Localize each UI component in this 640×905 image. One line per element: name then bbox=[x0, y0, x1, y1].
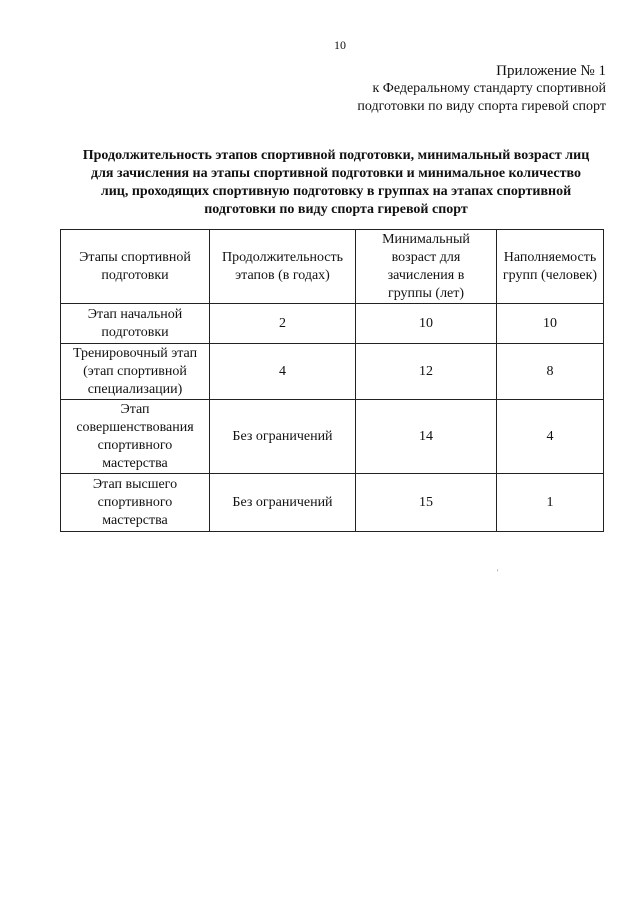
header-duration bbox=[210, 230, 356, 304]
stage-text: подготовки bbox=[101, 324, 169, 340]
header-text: Минимальный bbox=[382, 231, 470, 247]
stage-text: спортивного bbox=[97, 494, 173, 510]
table-header-row bbox=[61, 230, 604, 304]
title-line: лиц, проходящих спортивную подготовку в группах на этапах спортивной bbox=[100, 184, 572, 199]
table-row bbox=[61, 400, 604, 474]
group-size-cell: 4 bbox=[497, 400, 604, 474]
appendix-line: к Федеральному стандарту спортивной bbox=[372, 81, 606, 96]
stage-text: Этап bbox=[120, 401, 150, 417]
header-text: Наполняемость bbox=[503, 249, 597, 265]
stage-text: Этап начальной bbox=[87, 306, 183, 322]
stages-table bbox=[60, 229, 604, 532]
stage-text: спортивного bbox=[97, 437, 173, 453]
min-age-cell: 14 bbox=[356, 400, 497, 474]
min-age-cell: 10 bbox=[356, 304, 497, 344]
header-text: групп (человек) bbox=[502, 267, 598, 283]
appendix-reference bbox=[357, 62, 606, 116]
header-text: подготовки bbox=[101, 267, 169, 283]
header-stages bbox=[61, 230, 210, 304]
stage-text: совершенствования bbox=[76, 419, 194, 435]
stray-mark: ' bbox=[497, 568, 499, 577]
header-text: возраст для bbox=[391, 249, 461, 265]
stage-text: специализации) bbox=[87, 381, 183, 397]
stage-cell bbox=[61, 304, 210, 344]
header-group-size bbox=[497, 230, 604, 304]
min-age-cell: 12 bbox=[356, 344, 497, 400]
stage-cell bbox=[61, 474, 210, 532]
document-title bbox=[56, 147, 616, 219]
table-row bbox=[61, 474, 604, 532]
header-text: зачисления в bbox=[387, 267, 465, 283]
header-text: этапов (в годах) bbox=[235, 267, 330, 283]
table-row bbox=[61, 344, 604, 400]
header-text: Этапы спортивной bbox=[79, 249, 191, 265]
page-number: 10 bbox=[334, 38, 346, 52]
duration-cell: 4 bbox=[210, 344, 356, 400]
stage-text: Тренировочный этап bbox=[72, 345, 198, 361]
title-line: подготовки по виду спорта гиревой спорт bbox=[204, 202, 468, 217]
appendix-line: Приложение № 1 bbox=[496, 63, 606, 79]
stage-text: Этап высшего bbox=[92, 476, 178, 492]
duration-cell: Без ограничений bbox=[210, 474, 356, 532]
group-size-cell: 10 bbox=[497, 304, 604, 344]
header-text: Продолжительность bbox=[221, 249, 344, 265]
stage-cell bbox=[61, 344, 210, 400]
title-line: для зачисления на этапы спортивной подготовки и минимальное количество bbox=[91, 166, 581, 181]
stage-text: мастерства bbox=[102, 455, 168, 471]
group-size-cell: 8 bbox=[497, 344, 604, 400]
header-min-age bbox=[356, 230, 497, 304]
header-text: группы (лет) bbox=[387, 285, 465, 301]
stage-text: мастерства bbox=[102, 512, 168, 528]
group-size-cell: 1 bbox=[497, 474, 604, 532]
appendix-line: подготовки по виду спорта гиревой спорт bbox=[357, 99, 606, 114]
title-line: Продолжительность этапов спортивной подготовки, минимальный возраст лиц bbox=[82, 148, 590, 163]
duration-cell: 2 bbox=[210, 304, 356, 344]
min-age-cell: 15 bbox=[356, 474, 497, 532]
duration-cell: Без ограничений bbox=[210, 400, 356, 474]
stage-text: (этап спортивной bbox=[83, 363, 187, 379]
table-row bbox=[61, 304, 604, 344]
stage-cell bbox=[61, 400, 210, 474]
